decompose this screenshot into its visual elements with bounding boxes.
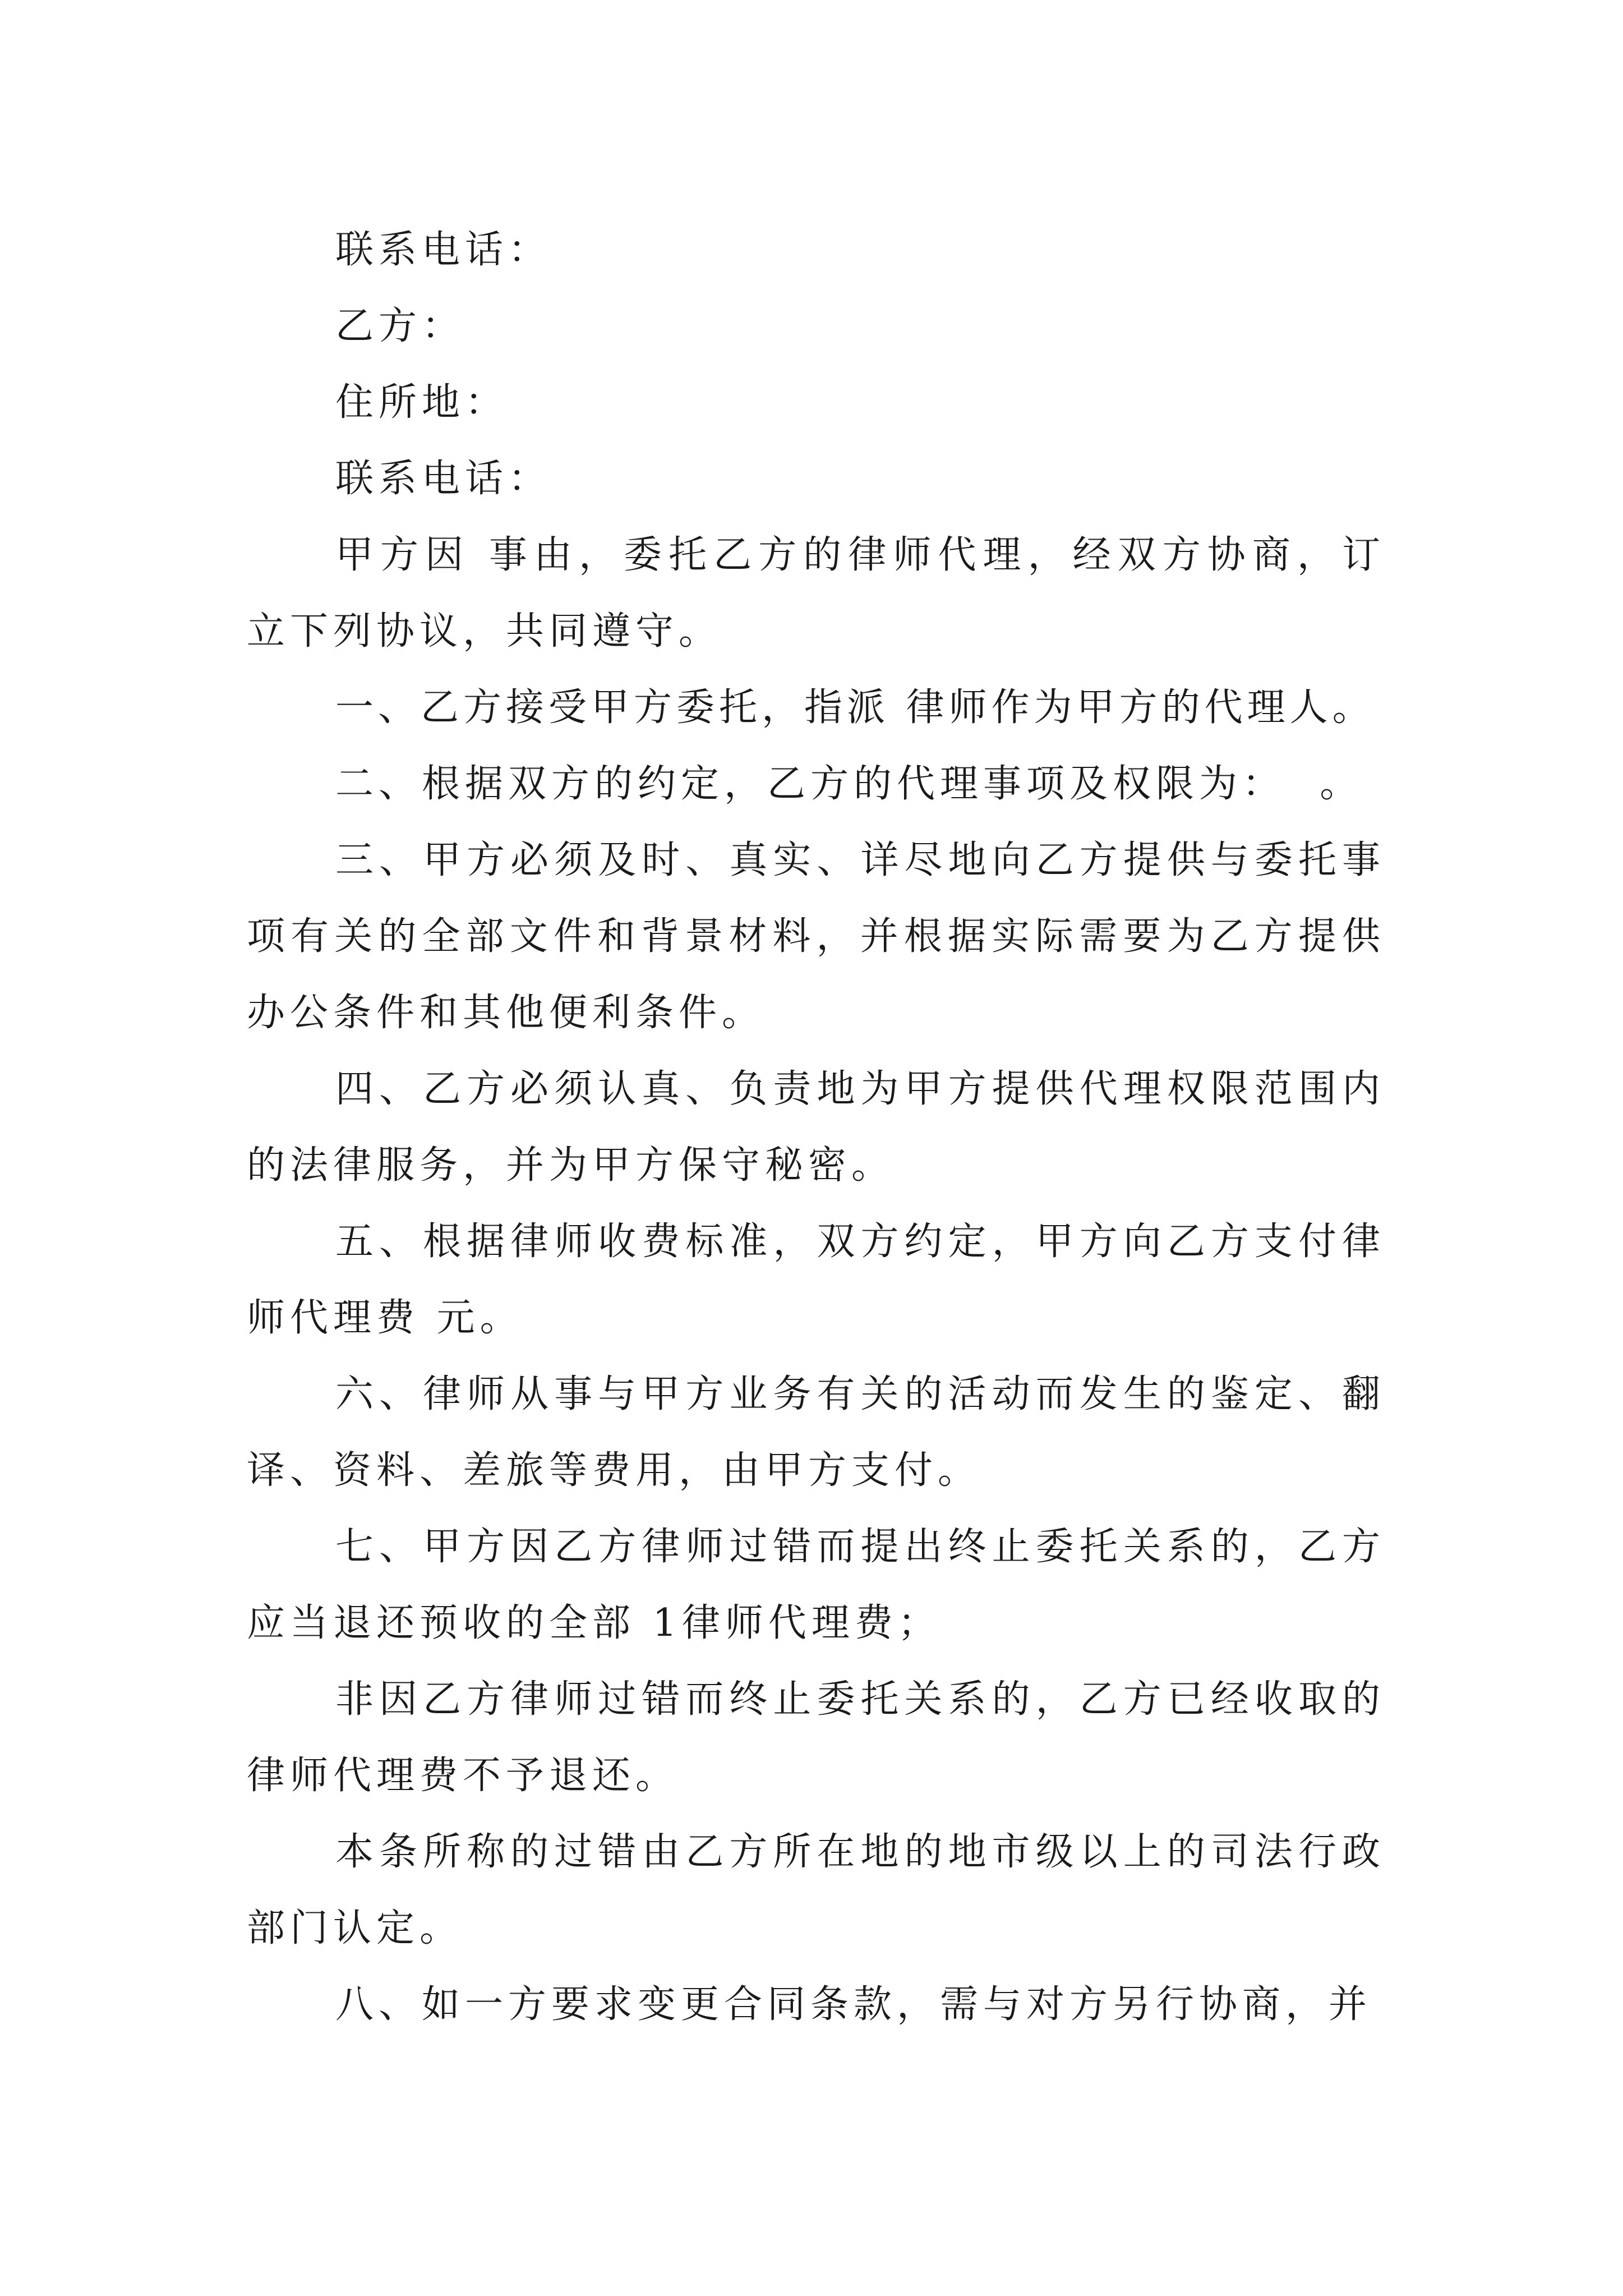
clause-5: 五、根据律师收费标准，双方约定，甲方向乙方支付律师代理费 元。 — [247, 1220, 1385, 1340]
clause-4: 四、乙方必须认真、负责地为甲方提供代理权限范围内的法律服务，并为甲方保守秘密。 — [247, 1067, 1385, 1188]
contact-phone-party-b: 联系电话： — [335, 457, 552, 501]
clause-6: 六、律师从事与甲方业务有关的活动而发生的鉴定、翻译、资料、差旅等费用，由甲方支付。 — [247, 1372, 1385, 1493]
agreement-preamble: 甲方因 事由，委托乙方的律师代理，经双方协商，订立下列协议，共同遵守。 — [247, 533, 1385, 654]
clause-7-non-fault: 非因乙方律师过错而终止委托关系的，乙方已经收取的律师代理费不予退还。 — [247, 1677, 1385, 1798]
clause-2: 二、根据双方的约定，乙方的代理事项及权限为： 。 — [335, 762, 1363, 806]
clause-7-fault-definition: 本条所称的过错由乙方所在地的地市级以上的司法行政部门认定。 — [247, 1830, 1385, 1950]
document-body — [247, 212, 1385, 2043]
party-b-label: 乙方： — [335, 304, 465, 348]
clause-7: 七、甲方因乙方律师过错而提出终止委托关系的，乙方应当退还预收的全部 1律师代理费； — [247, 1525, 1385, 1645]
clause-1: 一、乙方接受甲方委托，指派 律师作为甲方的代理人。 — [335, 685, 1375, 730]
clause-8: 八、如一方要求变更合同条款，需与对方另行协商，并 — [335, 1982, 1372, 2027]
clause-3: 三、甲方必须及时、真实、详尽地向乙方提供与委托事项有关的全部文件和背景材料，并根据实际需要为乙方提供办公条件和其他便利条件。 — [247, 838, 1385, 1035]
party-b-address: 住所地： — [335, 380, 509, 425]
contact-phone-party-a: 联系电话： — [335, 228, 552, 272]
